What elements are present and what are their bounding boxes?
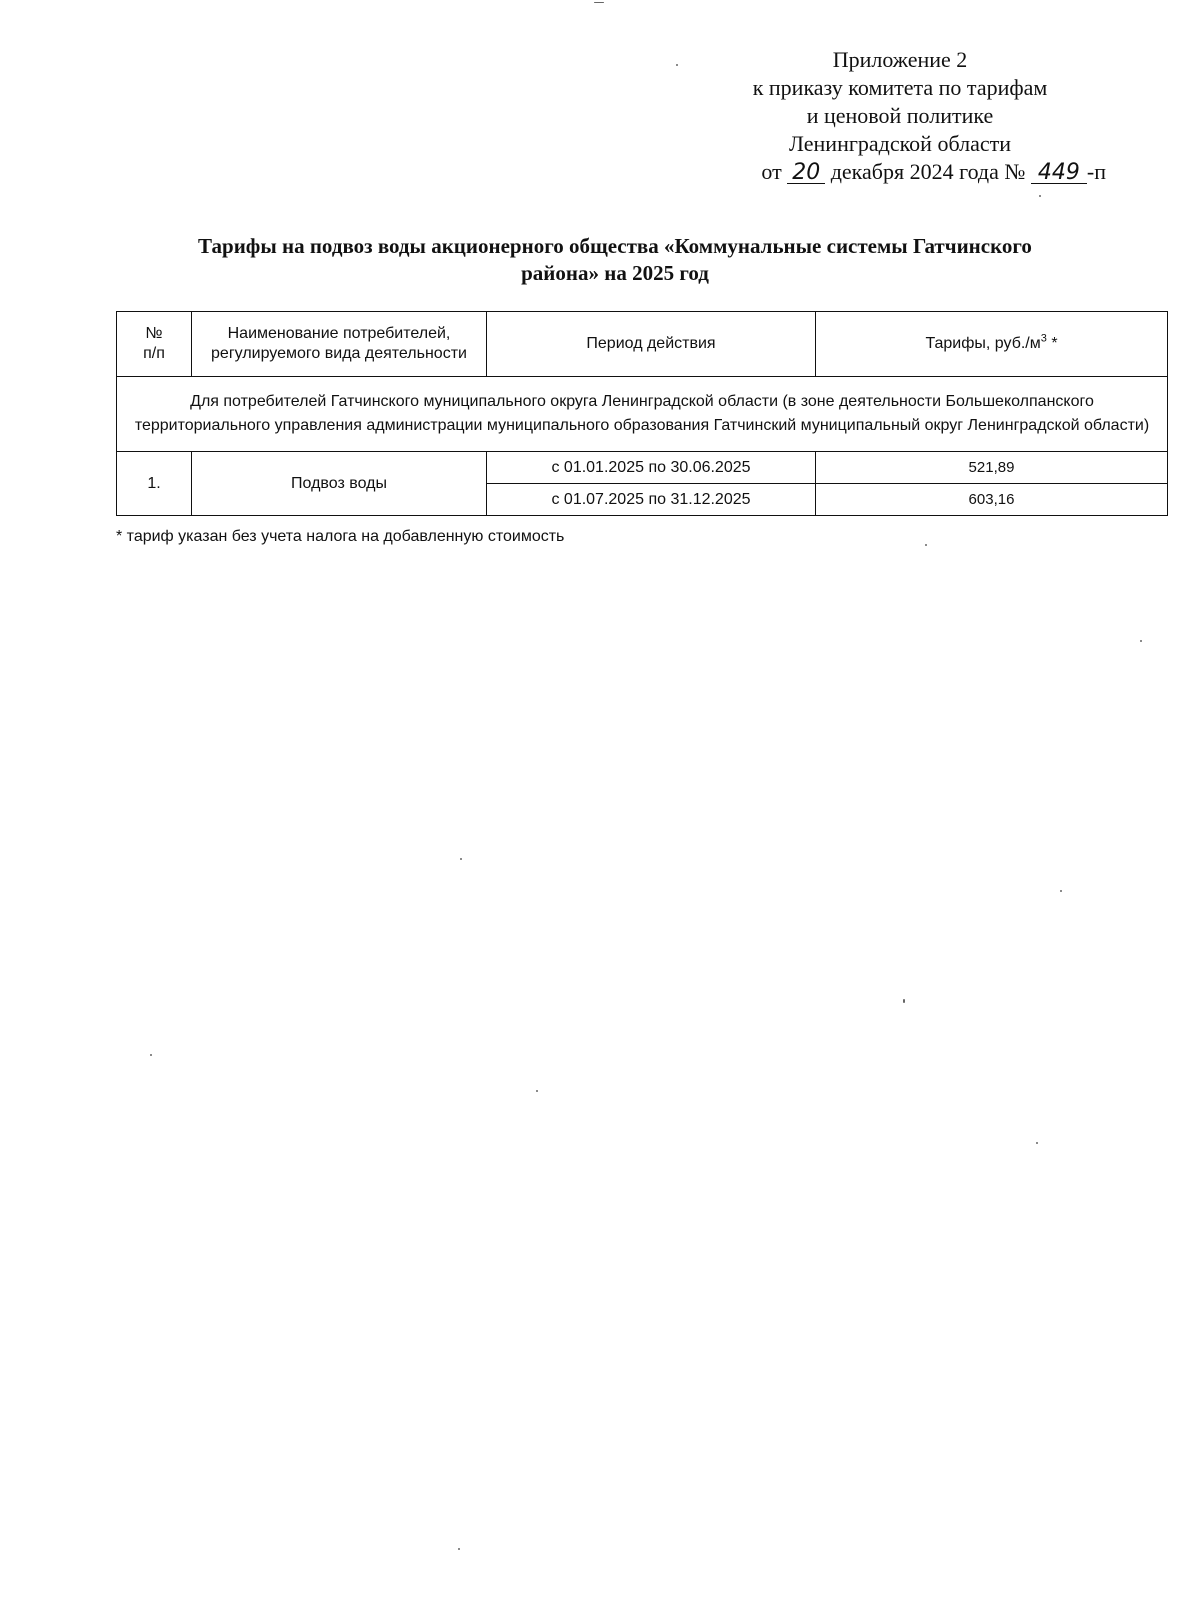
scan-speck — [1036, 1142, 1038, 1144]
header-name: Наименование потребителей, регулируемого вида деятельности — [192, 312, 487, 377]
scan-speck — [925, 544, 927, 546]
tariff-table — [116, 311, 1168, 516]
scan-speck — [594, 2, 604, 3]
appendix-line-3: и ценовой политике — [806, 103, 994, 128]
zone-row — [117, 377, 1168, 452]
row-num: 1. — [117, 452, 192, 516]
order-day-handwritten: 20 — [787, 163, 825, 184]
scan-speck — [458, 1548, 460, 1550]
zone-description: Для потребителей Гатчинского муниципального округа Ленинградской области (в зоне деятельности Большеколпанского территориального управления администрации муниципального образования Гатчинский муниципальный округ Ленинградской области) — [117, 377, 1168, 452]
order-prefix: от — [761, 159, 782, 184]
row-tariff: 521,89 — [816, 452, 1168, 484]
vat-footnote: * тариф указан без учета налога на добавленную стоимость — [116, 528, 565, 545]
scan-speck — [460, 858, 462, 860]
row-name: Подвоз воды — [192, 452, 487, 516]
order-middle: декабря 2024 года № — [830, 159, 1026, 184]
scan-speck — [903, 999, 905, 1003]
scan-speck — [1039, 195, 1041, 197]
appendix-line-2: к приказу комитета по тарифам — [752, 75, 1048, 100]
header-period: Период действия — [487, 312, 816, 377]
title-line-2: района» на 2025 год — [521, 261, 709, 285]
header-tariff-star: * — [1046, 335, 1058, 352]
scan-speck — [150, 1054, 152, 1056]
header-tariff-label: Тарифы, руб./м — [925, 335, 1041, 352]
document-title — [120, 233, 1110, 287]
scan-speck — [1060, 890, 1062, 892]
header-num-line-2: п/п — [143, 345, 165, 362]
appendix-line-4: Ленинградской области — [789, 131, 1011, 156]
row-period: с 01.07.2025 по 31.12.2025 — [487, 484, 816, 516]
header-num-line-1: № — [145, 325, 163, 342]
header-tariff — [816, 312, 1168, 377]
title-line-1: Тарифы на подвоз воды акционерного общества «Коммунальные системы Гатчинского — [198, 234, 1032, 258]
scan-speck — [536, 1090, 538, 1092]
scan-speck — [1140, 640, 1142, 642]
order-suffix: -п — [1086, 159, 1106, 184]
table-header-row — [117, 312, 1168, 377]
header-tariff-superscript: 3 — [1040, 332, 1047, 345]
order-reference — [700, 158, 1106, 186]
row-period: с 01.01.2025 по 30.06.2025 — [487, 452, 816, 484]
table-row — [117, 452, 1168, 484]
header-num — [117, 312, 192, 377]
row-tariff: 603,16 — [816, 484, 1168, 516]
scan-speck — [676, 64, 678, 66]
order-number-handwritten: 449 — [1031, 163, 1087, 184]
appendix-line-1: Приложение 2 — [832, 47, 968, 72]
appendix-reference — [700, 46, 1106, 186]
